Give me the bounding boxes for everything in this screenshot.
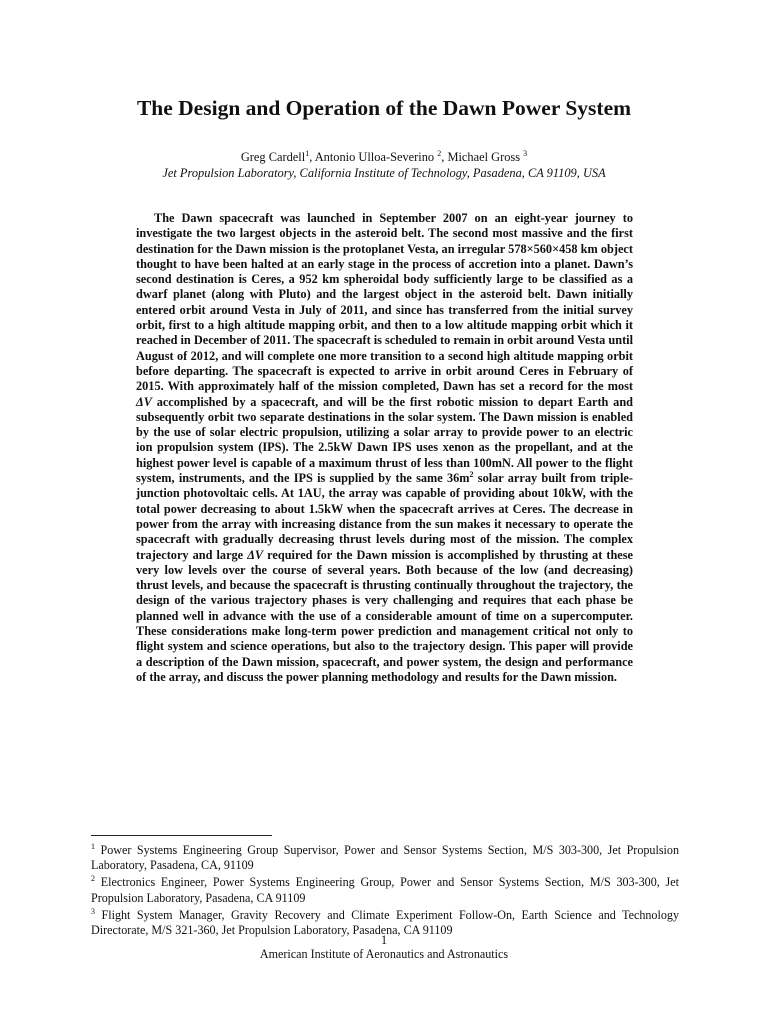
author-name: Antonio Ulloa-Severino xyxy=(314,150,435,164)
abstract-text: solar array built from triple-junction photovoltaic cells. At 1AU, the array was capable of providing about 10kW, with the total power decreasing to about 1.5kW when the spacecraft arrives at Ceres. The decrease in power from the array with increasing distance from the sun makes it necessary to operate the spacecraft with gradually decreasing thrust levels during most of the mission. The complex trajectory and large xyxy=(136,471,633,562)
delta-v-symbol: ΔV xyxy=(136,394,152,409)
footnote xyxy=(91,875,679,905)
abstract-text: accomplished by a spacecraft, and will be the first robotic mission to depart Earth and subsequently orbit two separate destinations in the solar system. The Dawn mission is enabled by the use of solar electric propulsion, utilizing a solar array to provide power to an electric ion propulsion system (IPS). The 2.5kW Dawn IPS uses xenon as the propellant, and at the highest power level is capable of a maximum thrust of less than 100mN. All power to the flight system, instruments, and the IPS is supplied by the same 36m xyxy=(136,394,633,486)
footnote xyxy=(91,843,679,873)
footnote-text: Power Systems Engineering Group Supervisor, Power and Sensor Systems Section, M/S 303-300, Jet Propulsion Laboratory, Pasadena, CA, 91109 xyxy=(91,843,679,873)
affiliation: Jet Propulsion Laboratory, California Institute of Technology, Pasadena, CA 91109, USA xyxy=(162,166,606,180)
delta-v-symbol: ΔV xyxy=(247,547,264,562)
footnote-separator xyxy=(91,835,272,836)
author-name: Michael Gross xyxy=(447,150,521,164)
author-footnote-mark: 2 xyxy=(437,149,442,158)
author-footnote-mark: 3 xyxy=(523,149,528,158)
superscript: 2 xyxy=(469,470,474,480)
footnote-mark: 2 xyxy=(91,874,95,884)
page-number: 1 xyxy=(380,933,388,947)
footnotes xyxy=(91,843,679,940)
abstract-text: required for the Dawn mission is accomplished by thrusting at these very low levels over the course of several years. Both because of the low (and decreasing) thrust levels, and because the spacecraft is thrusting continually throughout the trajectory, the design of the various trajectory phases is very challenging and requires that each phase be planned well in advance with the use of a considerable amount of time on a supercomputer. These considerations make long-term power prediction and management critical not only to flight system and science operations, but also to the trajectory design. This paper will provide a description of the Dawn mission, spacecraft, and power system, the design and performance of the array, and discuss the power planning methodology and results for the Dawn mission. xyxy=(136,547,633,684)
author-footnote-mark: 1 xyxy=(305,149,310,158)
abstract-text: The Dawn spacecraft was launched in September 2007 on an eight-year journey to investigate the two largest objects in the asteroid belt. The second most massive and the first destination for the Dawn mission is the protoplanet Vesta, an irregular 578×560×458 km object thought to have been halted at an early stage in the process of accretion into a planet. Dawn’s second destination is Ceres, a 952 km spheroidal body sufficiently large to be classified as a dwarf planet (along with Pluto) and the largest object in the asteroid belt. Dawn initially entered orbit around Vesta in July of 2011, and since has transferred from the initial survey orbit, first to a high altitude mapping orbit, and then to a low altitude mapping orbit which it reached in December of 2011. The spacecraft is scheduled to remain in orbit around Vesta until August of 2012, and will complete one more transition to a second high altitude mapping orbit before departing. The spacecraft is expected to arrive in orbit around Ceres in February of 2015. With approximately half of the mission completed, Dawn has set a record for the most xyxy=(136,211,633,394)
footnote-text: Flight System Manager, Gravity Recovery and Climate Experiment Follow-On, Earth Science and Technology Directorate, M/S 321-360, Jet Propulsion Laboratory, Pasadena, CA 91109 xyxy=(91,907,679,938)
footnote-text: Electronics Engineer, Power Systems Engineering Group, Power and Sensor Systems Section, M/S 303-300, Jet Propulsion Laboratory, Pasadena, CA 91109 xyxy=(91,875,679,905)
author-list: Greg Cardell$^1$, Antonio Ulloa-Severino $^2$, Michael Gross $^3$ xyxy=(240,149,528,164)
paper-title: The Design and Operation of the Dawn Power System xyxy=(136,96,632,120)
footnote-mark: 1 xyxy=(91,842,95,851)
author-name: Greg Cardell xyxy=(240,150,306,164)
publisher-footer: American Institute of Aeronautics and Astronautics xyxy=(259,947,509,961)
abstract xyxy=(136,211,633,685)
footnote-mark: 3 xyxy=(91,906,95,916)
